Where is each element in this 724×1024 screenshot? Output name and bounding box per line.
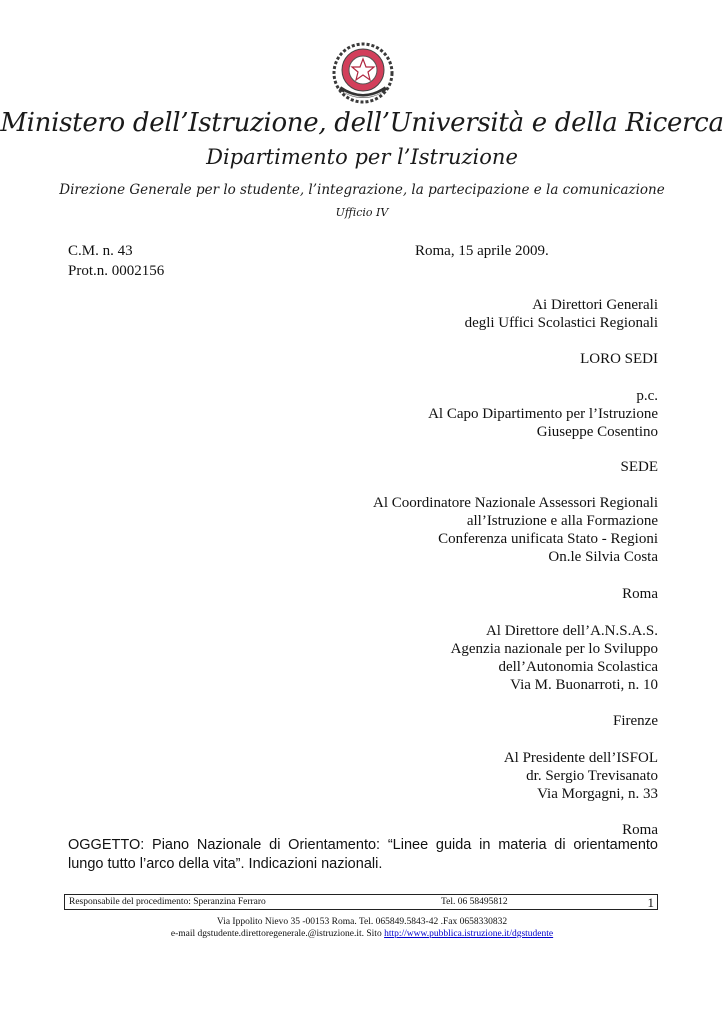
italian-republic-emblem-icon xyxy=(330,40,396,106)
recipient-line: all’Istruzione e alla Formazione xyxy=(466,513,658,529)
recipient-block xyxy=(504,749,658,803)
recipient-block xyxy=(580,350,658,368)
recipient-line: Via Morgagni, n. 33 xyxy=(537,786,658,802)
footer-responsabile: Responsabile del procedimento: Speranzina Ferraro xyxy=(69,897,266,907)
recipient-line: Roma xyxy=(622,586,658,602)
recipient-block xyxy=(465,296,658,332)
recipient-block xyxy=(428,387,658,441)
recipient-line: dr. Sergio Trevisanato xyxy=(526,768,658,784)
recipient-line: Al Presidente dell’ISFOL xyxy=(503,750,658,766)
recipient-line: Via M. Buonarroti, n. 10 xyxy=(510,677,658,693)
recipient-block xyxy=(621,458,659,476)
page-number: 1 xyxy=(647,895,654,910)
recipient-line: On.le Silvia Costa xyxy=(548,549,658,565)
footer-address: Via Ippolito Nievo 35 -00153 Roma. Tel. 065849.5843-42 .Fax 0658330832 xyxy=(216,917,508,927)
office-title: Ufficio IV xyxy=(335,206,389,219)
recipient-block xyxy=(373,494,658,566)
recipient-line: Ai Direttori Generali xyxy=(532,297,658,313)
site-link[interactable]: http://www.pubblica.istruzione.it/dgstudente xyxy=(384,929,554,939)
recipient-line: Agenzia nazionale per lo Sviluppo xyxy=(450,641,658,657)
department-title: Dipartimento per l’Istruzione xyxy=(206,145,518,169)
recipient-line: Al Direttore dell’A.N.S.A.S. xyxy=(485,623,658,639)
subject-paragraph: OGGETTO: Piano Nazionale di Orientamento: “Linee guida in materia di orientamento lungo tutto l’arco della vita”. Indicazioni nazionali. xyxy=(68,837,658,872)
ministry-title: Ministero dell’Istruzione, dell’Università e della Ricerca xyxy=(0,108,724,138)
recipient-block xyxy=(613,712,658,730)
letter-date: Roma, 15 aprile 2009. xyxy=(415,243,549,259)
recipient-line: SEDE xyxy=(620,459,658,475)
footer-telephone: Tel. 06 58495812 xyxy=(441,897,508,907)
recipient-line: Roma xyxy=(622,822,658,838)
recipient-line: p.c. xyxy=(636,388,658,404)
recipient-line: Conferenza unificata Stato - Regioni xyxy=(438,531,658,547)
recipient-line: degli Uffici Scolastici Regionali xyxy=(464,315,658,331)
recipient-block xyxy=(451,622,658,694)
recipient-line: dell’Autonomia Scolastica xyxy=(498,659,658,675)
recipient-line: LORO SEDI xyxy=(580,351,658,367)
recipient-line: Firenze xyxy=(613,713,658,729)
footer-email: e-mail dgstudente.direttoregenerale.@istruzione.it. Sito xyxy=(170,929,385,939)
footer-box xyxy=(64,894,658,910)
direction-title: Direzione Generale per lo studente, l’integrazione, la partecipazione e la comunicazione xyxy=(59,182,665,198)
protocol-number: Prot.n. 0002156 xyxy=(68,263,165,279)
recipient-block xyxy=(622,585,658,603)
cm-number: C.M. n. 43 xyxy=(68,243,133,259)
footer-contacts xyxy=(0,929,724,939)
recipient-line: Al Coordinatore Nazionale Assessori Regionali xyxy=(373,495,658,511)
recipient-line: Al Capo Dipartimento per l’Istruzione xyxy=(428,406,658,422)
recipient-line: Giuseppe Cosentino xyxy=(536,424,658,440)
